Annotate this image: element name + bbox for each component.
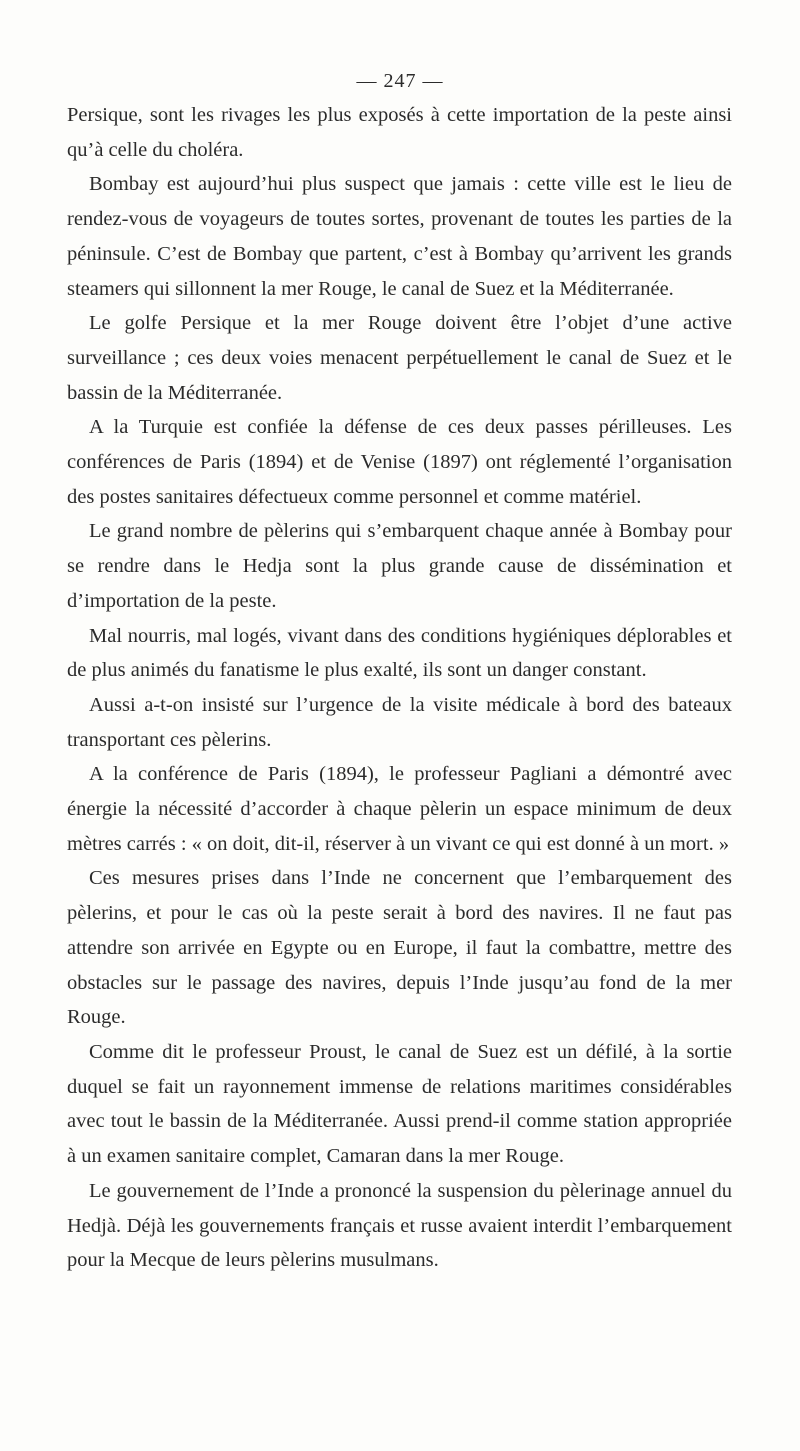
paragraph-6: Mal nourris, mal logés, vivant dans des conditions hygiéniques déplorables et de plus animés du fanatisme le plus exalté, ils sont un danger constant. xyxy=(67,624,732,682)
paragraph-10: Comme dit le professeur Proust, le canal de Suez est un défilé, à la sortie duquel se fait un rayonnement immense de relations maritimes considérables avec tout le bassin de la Méditerranée. Aussi prend-il comme station appropriée à un examen sanitaire complet, Camaran dans la mer Rouge. xyxy=(67,1040,732,1168)
body-text xyxy=(67,98,732,1278)
paragraph-11: Le gouvernement de l’Inde a prononcé la suspension du pèlerinage annuel du Hedjà. Déjà les gouvernements français et russe avaient interdit l’embarquement pour la Mecque de leurs pèlerins musulmans. xyxy=(67,1179,732,1272)
paragraph-7: Aussi a-t-on insisté sur l’urgence de la visite médicale à bord des bateaux transportant ces pèlerins. xyxy=(67,693,732,751)
paragraph-5: Le grand nombre de pèlerins qui s’embarquent chaque année à Bombay pour se rendre dans le Hedja sont la plus grande cause de dissémination et d’importation de la peste. xyxy=(67,520,732,612)
paragraph-4: A la Turquie est confiée la défense de ces deux passes périlleuses. Les conférences de Paris (1894) et de Venise (1897) ont réglementé l’organisation des postes sanitaires défectueux comme personnel et comme matériel. xyxy=(67,416,732,508)
paragraph-1: Persique, sont les rivages les plus exposés à cette importation de la peste ainsi qu’à celle du choléra. xyxy=(67,104,732,161)
paragraph-8: A la conférence de Paris (1894), le professeur Pagliani a démontré avec énergie la nécessité d’accorder à chaque pèlerin un espace minimum de deux mètres carrés : « on doit, dit-il, réserver à un vivant ce qui est donné à un mort. » xyxy=(67,763,732,855)
paragraph-2: Bombay est aujourd’hui plus suspect que jamais : cette ville est le lieu de rendez-vous de voyageurs de toutes sortes, provenant de toutes les parties de la péninsule. C’est de Bombay que partent, c’est à Bombay qu’arrivent les grands steamers qui sillonnent la mer Rouge, le canal de Suez et la Méditerranée. xyxy=(67,173,732,300)
paragraph-9: Ces mesures prises dans l’Inde ne concernent que l’embarquement des pèlerins, et pour le cas où la peste serait à bord des navires. Il ne faut pas attendre son arrivée en Egypte ou en Europe, il faut la combattre, mettre des obstacles sur le passage des navires, depuis l’Inde jusqu’au fond de la mer Rouge. xyxy=(67,867,732,1029)
page-number: — 247 — xyxy=(356,70,444,92)
paragraph-3: Le golfe Persique et la mer Rouge doivent être l’objet d’une active surveillance ; ces deux voies menacent perpétuellement le canal de Suez et le bassin de la Méditerranée. xyxy=(67,312,732,404)
